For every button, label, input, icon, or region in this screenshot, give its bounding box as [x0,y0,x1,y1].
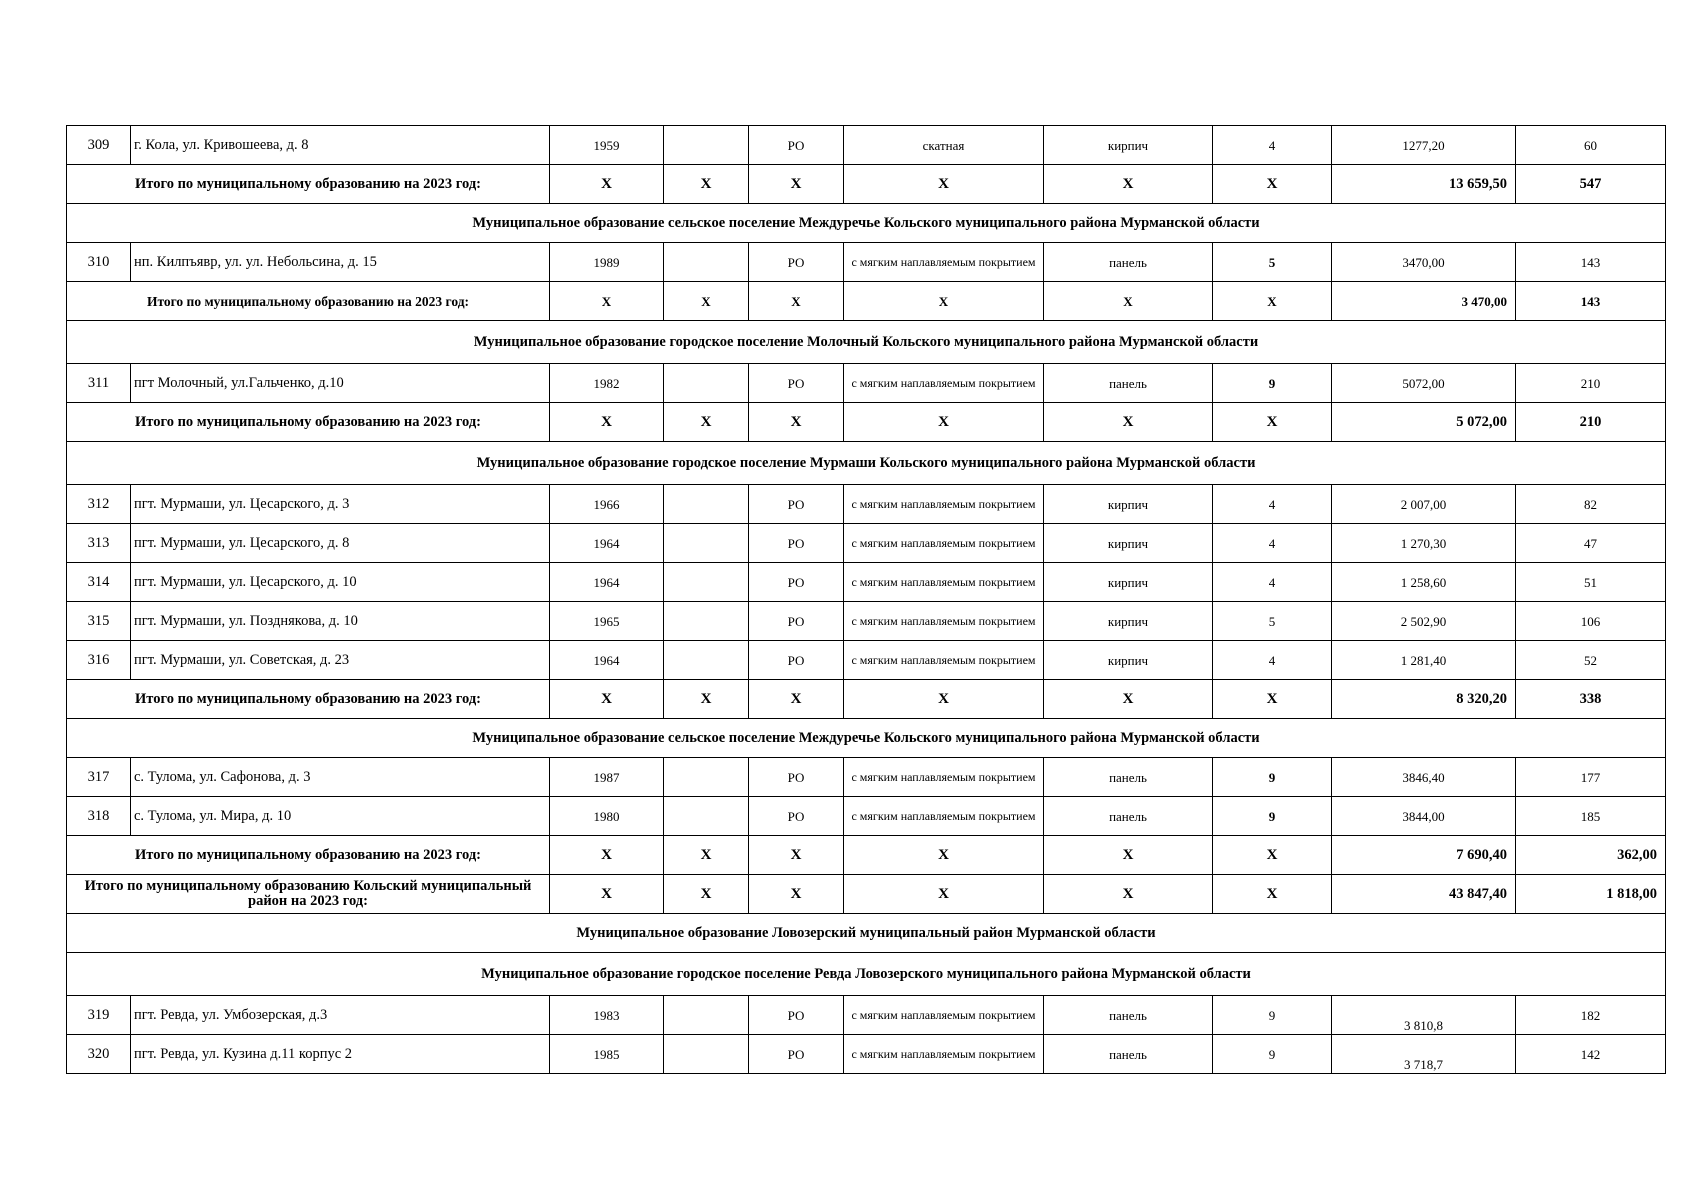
x-mark: X [749,165,844,204]
owner-cell: РО [749,602,844,641]
total-residents: 547 [1516,165,1666,204]
year-cell: 1964 [550,641,664,680]
x-mark: X [1213,875,1332,914]
empty-cell [664,563,749,602]
area-cell: 2 007,00 [1332,485,1516,524]
year-cell: 1983 [550,996,664,1035]
residents-cell: 210 [1516,364,1666,403]
owner-cell: РО [749,758,844,797]
area-cell: 3844,00 [1332,797,1516,836]
area-cell: 1 270,30 [1332,524,1516,563]
total-area: 43 847,40 [1332,875,1516,914]
address-cell: с. Тулома, ул. Мира, д. 10 [131,797,550,836]
address-cell: с. Тулома, ул. Сафонова, д. 3 [131,758,550,797]
table-row [67,641,1666,680]
table-row [67,126,1666,165]
total-area: 3 470,00 [1332,282,1516,321]
roof-cell: с мягким наплавляемым покрытием [844,563,1044,602]
x-mark: X [844,403,1044,442]
row-number: 318 [67,797,131,836]
year-cell: 1989 [550,243,664,282]
x-mark: X [1044,836,1213,875]
empty-cell [664,758,749,797]
row-number: 313 [67,524,131,563]
x-mark: X [1213,282,1332,321]
empty-cell [664,243,749,282]
table-row [67,602,1666,641]
address-cell: пгт. Мурмаши, ул. Позднякова, д. 10 [131,602,550,641]
address-cell: пгт. Ревда, ул. Кузина д.11 корпус 2 [131,1035,550,1074]
floors-cell: 4 [1213,126,1332,165]
table-row [67,563,1666,602]
owner-cell: РО [749,126,844,165]
x-mark: X [844,836,1044,875]
address-cell: г. Кола, ул. Кривошеева, д. 8 [131,126,550,165]
residents-cell: 177 [1516,758,1666,797]
roof-cell: с мягким наплавляемым покрытием [844,1035,1044,1074]
row-number: 320 [67,1035,131,1074]
x-mark: X [550,875,664,914]
row-number: 309 [67,126,131,165]
municipality-title: Муниципальное образование сельское поселение Междуречье Кольского муниципального района Мурманской области [67,719,1666,758]
x-mark: X [1044,282,1213,321]
row-number: 312 [67,485,131,524]
roof-cell: с мягким наплавляемым покрытием [844,243,1044,282]
address-cell: пгт. Мурмаши, ул. Цесарского, д. 8 [131,524,550,563]
housing-table [66,125,1666,1074]
floors-cell: 9 [1213,797,1332,836]
roof-cell: с мягким наплавляемым покрытием [844,797,1044,836]
walls-cell: кирпич [1044,524,1213,563]
address-cell: пгт. Мурмаши, ул. Цесарского, д. 3 [131,485,550,524]
area-cell: 5072,00 [1332,364,1516,403]
roof-cell: с мягким наплавляемым покрытием [844,485,1044,524]
owner-cell: РО [749,563,844,602]
x-mark: X [1044,403,1213,442]
roof-cell: с мягким наплавляемым покрытием [844,524,1044,563]
area-cell: 3470,00 [1332,243,1516,282]
municipality-header-row [67,204,1666,243]
x-mark: X [749,403,844,442]
walls-cell: панель [1044,243,1213,282]
table-row [67,1035,1666,1074]
year-cell: 1980 [550,797,664,836]
x-mark: X [749,836,844,875]
area-cell: 1 258,60 [1332,563,1516,602]
residents-cell: 142 [1516,1035,1666,1074]
area-cell: 1277,20 [1332,126,1516,165]
total-label: Итого по муниципальному образованию на 2023 год: [67,836,550,875]
roof-cell: скатная [844,126,1044,165]
municipality-title: Муниципальное образование городское поселение Мурмаши Кольского муниципального района Мурманской области [67,442,1666,485]
area-cell: 2 502,90 [1332,602,1516,641]
owner-cell: РО [749,524,844,563]
owner-cell: РО [749,797,844,836]
table-row [67,243,1666,282]
x-mark: X [1044,165,1213,204]
municipality-header-row [67,321,1666,364]
x-mark: X [550,680,664,719]
table-row [67,485,1666,524]
owner-cell: РО [749,1035,844,1074]
walls-cell: кирпич [1044,485,1213,524]
x-mark: X [664,875,749,914]
owner-cell: РО [749,641,844,680]
total-row [67,680,1666,719]
floors-cell: 4 [1213,485,1332,524]
total-area: 13 659,50 [1332,165,1516,204]
residents-cell: 143 [1516,243,1666,282]
roof-cell: с мягким наплавляемым покрытием [844,641,1044,680]
total-residents: 1 818,00 [1516,875,1666,914]
owner-cell: РО [749,364,844,403]
area-cell: 1 281,40 [1332,641,1516,680]
walls-cell: панель [1044,1035,1213,1074]
floors-cell: 9 [1213,758,1332,797]
floors-cell: 4 [1213,641,1332,680]
municipality-header-row [67,953,1666,996]
x-mark: X [664,282,749,321]
total-area: 8 320,20 [1332,680,1516,719]
year-cell: 1964 [550,563,664,602]
area-cell: 3 810,8 [1332,996,1516,1035]
roof-cell: с мягким наплавляемым покрытием [844,758,1044,797]
table-row [67,996,1666,1035]
total-area: 7 690,40 [1332,836,1516,875]
row-number: 311 [67,364,131,403]
municipality-header-row [67,719,1666,758]
walls-cell: панель [1044,758,1213,797]
x-mark: X [550,836,664,875]
x-mark: X [844,875,1044,914]
walls-cell: панель [1044,797,1213,836]
district-total-row [67,875,1666,914]
municipality-header-row [67,914,1666,953]
total-label: Итого по муниципальному образованию на 2023 год: [67,165,550,204]
x-mark: X [749,875,844,914]
address-cell: пгт. Ревда, ул. Умбозерская, д.3 [131,996,550,1035]
table-row [67,758,1666,797]
owner-cell: РО [749,996,844,1035]
row-number: 310 [67,243,131,282]
empty-cell [664,641,749,680]
x-mark: X [550,403,664,442]
total-residents: 210 [1516,403,1666,442]
year-cell: 1985 [550,1035,664,1074]
walls-cell: панель [1044,364,1213,403]
empty-cell [664,996,749,1035]
municipality-title: Муниципальное образование городское поселение Молочный Кольского муниципального района Мурманской области [67,321,1666,364]
x-mark: X [664,680,749,719]
empty-cell [664,364,749,403]
municipality-header-row [67,442,1666,485]
total-area: 5 072,00 [1332,403,1516,442]
roof-cell: с мягким наплавляемым покрытием [844,996,1044,1035]
floors-cell: 9 [1213,364,1332,403]
total-label: Итого по муниципальному образованию на 2023 год: [67,282,550,321]
year-cell: 1964 [550,524,664,563]
row-number: 314 [67,563,131,602]
table-row [67,797,1666,836]
walls-cell: кирпич [1044,563,1213,602]
floors-cell: 9 [1213,1035,1332,1074]
empty-cell [664,524,749,563]
year-cell: 1982 [550,364,664,403]
residents-cell: 182 [1516,996,1666,1035]
address-cell: пгт Молочный, ул.Гальченко, д.10 [131,364,550,403]
x-mark: X [1213,680,1332,719]
total-row [67,165,1666,204]
x-mark: X [1213,403,1332,442]
row-number: 319 [67,996,131,1035]
residents-cell: 52 [1516,641,1666,680]
x-mark: X [664,836,749,875]
residents-cell: 82 [1516,485,1666,524]
empty-cell [664,1035,749,1074]
total-row [67,282,1666,321]
year-cell: 1966 [550,485,664,524]
x-mark: X [550,282,664,321]
empty-cell [664,126,749,165]
address-cell: пгт. Мурмаши, ул. Цесарского, д. 10 [131,563,550,602]
year-cell: 1959 [550,126,664,165]
x-mark: X [1044,875,1213,914]
row-number: 317 [67,758,131,797]
total-residents: 338 [1516,680,1666,719]
x-mark: X [749,680,844,719]
empty-cell [664,485,749,524]
floors-cell: 9 [1213,996,1332,1035]
empty-cell [664,797,749,836]
municipality-title: Муниципальное образование Ловозерский муниципальный район Мурманской области [67,914,1666,953]
x-mark: X [749,282,844,321]
walls-cell: панель [1044,996,1213,1035]
x-mark: X [550,165,664,204]
x-mark: X [844,680,1044,719]
area-cell: 3846,40 [1332,758,1516,797]
table-row [67,524,1666,563]
roof-cell: с мягким наплавляемым покрытием [844,364,1044,403]
total-residents: 143 [1516,282,1666,321]
total-label: Итого по муниципальному образованию на 2023 год: [67,680,550,719]
roof-cell: с мягким наплавляемым покрытием [844,602,1044,641]
x-mark: X [664,403,749,442]
row-number: 315 [67,602,131,641]
floors-cell: 5 [1213,243,1332,282]
municipality-title: Муниципальное образование городское поселение Ревда Ловозерского муниципального района Мурманской области [67,953,1666,996]
residents-cell: 185 [1516,797,1666,836]
walls-cell: кирпич [1044,602,1213,641]
floors-cell: 5 [1213,602,1332,641]
total-residents: 362,00 [1516,836,1666,875]
district-total-label: Итого по муниципальному образованию Кольский муниципальный район на 2023 год: [67,875,550,914]
total-row [67,836,1666,875]
address-cell: нп. Килпъявр, ул. ул. Небольсина, д. 15 [131,243,550,282]
x-mark: X [1213,165,1332,204]
row-number: 316 [67,641,131,680]
x-mark: X [844,282,1044,321]
x-mark: X [1213,836,1332,875]
municipality-title: Муниципальное образование сельское поселение Междуречье Кольского муниципального района Мурманской области [67,204,1666,243]
walls-cell: кирпич [1044,126,1213,165]
year-cell: 1987 [550,758,664,797]
area-cell: 3 718,7 [1332,1035,1516,1074]
x-mark: X [1044,680,1213,719]
address-cell: пгт. Мурмаши, ул. Советская, д. 23 [131,641,550,680]
residents-cell: 106 [1516,602,1666,641]
walls-cell: кирпич [1044,641,1213,680]
total-label: Итого по муниципальному образованию на 2023 год: [67,403,550,442]
floors-cell: 4 [1213,524,1332,563]
residents-cell: 47 [1516,524,1666,563]
total-row [67,403,1666,442]
x-mark: X [664,165,749,204]
owner-cell: РО [749,485,844,524]
owner-cell: РО [749,243,844,282]
table-row [67,364,1666,403]
x-mark: X [844,165,1044,204]
residents-cell: 60 [1516,126,1666,165]
empty-cell [664,602,749,641]
floors-cell: 4 [1213,563,1332,602]
residents-cell: 51 [1516,563,1666,602]
year-cell: 1965 [550,602,664,641]
